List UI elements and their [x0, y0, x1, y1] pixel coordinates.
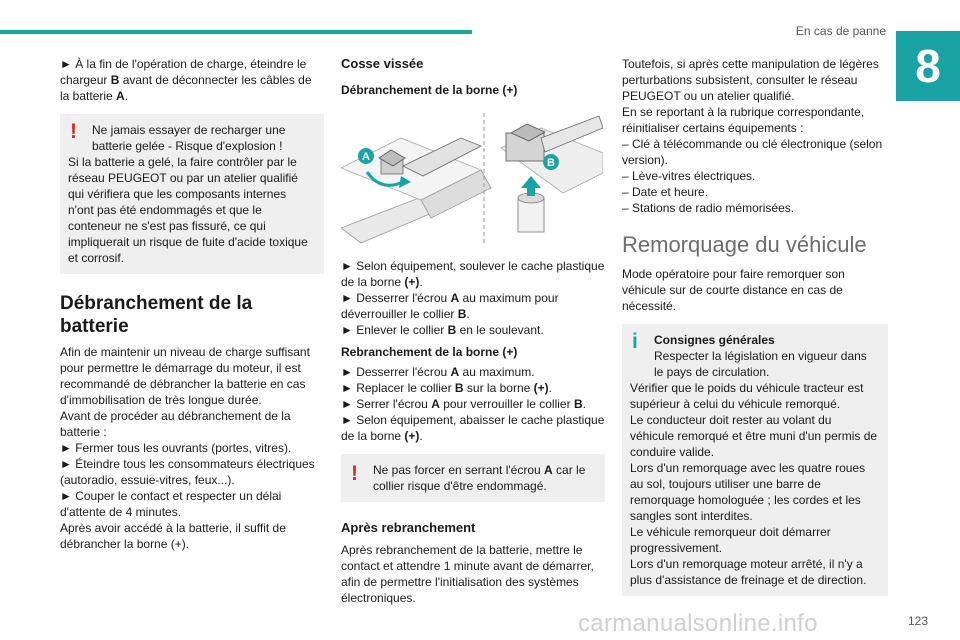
- column-1: [60, 56, 324, 552]
- list-item-radio: – Stations de radio mémorisées.: [622, 201, 795, 215]
- step-close-openings: ► Fermer tous les ouvrants (portes, vitres).: [60, 441, 292, 455]
- step-lower-cover: ► Selon équipement, abaisser le cache plastique de la borne (+).: [341, 413, 605, 443]
- info-icon: i: [632, 330, 638, 353]
- step-replace-clamp: ► Replacer le collier B sur la borne (+).: [341, 381, 552, 395]
- paragraph-charge-end: ► À la fin de l'opération de charge, éteindre le chargeur B avant de déconnecter les câbles de la batterie A.: [60, 57, 312, 103]
- list-item-date: – Date et heure.: [622, 185, 709, 199]
- list-item-key: – Clé à télécommande ou clé électronique (selon version).: [622, 137, 883, 167]
- warning-icon: !: [70, 120, 77, 143]
- subsection-title-after-reconnect: Après rebranchement: [341, 520, 476, 535]
- section-title-disconnect: Débranchement de la batterie: [60, 293, 253, 337]
- warning-box-nut: [341, 454, 605, 502]
- info-line-2: Vérifier que le poids du véhicule tracteur est supérieur à celui du véhicule remorqué.: [630, 381, 864, 411]
- warning-text: Ne jamais essayer de recharger une batterie gelée - Risque d'explosion !: [92, 123, 286, 153]
- paragraph-disconnect-intro: Afin de maintenir un niveau de charge suffisant pour permettre le démarrage du moteur, il est recommandé de débrancher la batterie en cas d'immobilisation de très longue durée.: [60, 345, 310, 407]
- paragraph-disturbances: Toutefois, si après cette manipulation de légères perturbations subsistent, consulter le réseau PEUGEOT ou un atelier qualifié.: [622, 57, 879, 103]
- info-line-4: Lors d'un remorquage avec les quatre roues au sol, toujours utiliser une barre de remorquage homologuée ; les cordes et les sangles sont interdites.: [630, 461, 866, 523]
- warning-text: Ne pas forcer en serrant l'écrou A car le collier risque d'être endommagé.: [373, 463, 586, 493]
- step-remove-clamp: ► Enlever le collier B en le soulevant.: [341, 323, 544, 337]
- label-a: A: [362, 151, 370, 163]
- info-title: Consignes générales: [654, 333, 775, 347]
- step-lift-cover: ► Selon équipement, soulever le cache plastique de la borne (+).: [341, 259, 605, 289]
- info-line-1: Respecter la législation en vigueur dans le pays de circulation.: [654, 349, 867, 379]
- paragraph-before-disconnect: Avant de procéder au débranchement de la batterie :: [60, 409, 291, 439]
- warning-detail: Si la batterie a gelé, la faire contrôler par le réseau PEUGEOT ou par un atelier qualifié qui vérifiera que les composants internes n'ont pas été endommagés et que le conteneur ne s'est pas fissuré, ce qui impliquerait un risque de fuite d'acide toxique et corrosif.: [68, 155, 308, 265]
- paragraph-after-reconnect: Après rebranchement de la batterie, mettre le contact et attendre 1 minute avant de démarrer, afin de permettre l'initialisation des systèmes électroniques.: [341, 543, 594, 605]
- section-title-towing: Remorquage du véhicule: [622, 232, 867, 257]
- warning-icon: !: [351, 462, 358, 485]
- step-loosen-nut: ► Desserrer l'écrou A au maximum pour déverrouiller le collier B.: [341, 291, 559, 321]
- list-item-windows: – Lève-vitres électriques.: [622, 169, 756, 183]
- section-title-screw-terminal: Cosse vissée: [341, 56, 424, 71]
- column-2: [341, 56, 605, 606]
- subsection-title-disconnect-plus: Débranchement de la borne (+): [341, 83, 518, 97]
- info-box-towing: [622, 324, 888, 596]
- battery-terminal-drawing: [341, 108, 603, 250]
- column-3: [622, 56, 888, 596]
- watermark: carmanualsonline.info: [578, 610, 818, 637]
- warning-box-frozen-battery: [60, 114, 324, 274]
- page-header-title: En cas de panne: [795, 24, 886, 38]
- step-tighten-nut: ► Serrer l'écrou A pour verrouiller le collier B.: [341, 397, 586, 411]
- battery-terminal-illustration: [341, 108, 603, 250]
- info-line-6: Lors d'un remorquage moteur arrêté, il n'y a plus d'assistance de freinage et de direction.: [630, 557, 867, 587]
- info-line-5: Le véhicule remorqueur doit démarrer progressivement.: [630, 525, 831, 555]
- paragraph-towing-intro: Mode opératoire pour faire remorquer son véhicule sur de courte distance en cas de nécessité.: [622, 267, 845, 313]
- subsection-title-reconnect-plus: Rebranchement de la borne (+): [341, 345, 518, 359]
- step-switch-off-consumers: ► Éteindre tous les consommateurs électriques (autoradio, essuie-vitres, feux...).: [60, 457, 315, 487]
- header-accent-bar: [0, 30, 472, 34]
- chapter-badge: 8: [896, 31, 960, 101]
- info-line-3: Le conducteur doit rester au volant du véhicule remorqué et être muni d'un permis de conduire valide.: [630, 413, 878, 459]
- page-number: 123: [908, 614, 929, 628]
- step-loosen-nut-max: ► Desserrer l'écrou A au maximum.: [341, 365, 535, 379]
- step-ignition-off: ► Couper le contact et respecter un délai d'attente de 4 minutes.: [60, 489, 282, 519]
- paragraph-after-access: Après avoir accédé à la batterie, il suffit de débrancher la borne (+).: [60, 521, 286, 551]
- label-b: B: [547, 157, 555, 169]
- paragraph-reinitialise: En se reportant à la rubrique correspondante, réinitialiser certains équipements :: [622, 105, 865, 135]
